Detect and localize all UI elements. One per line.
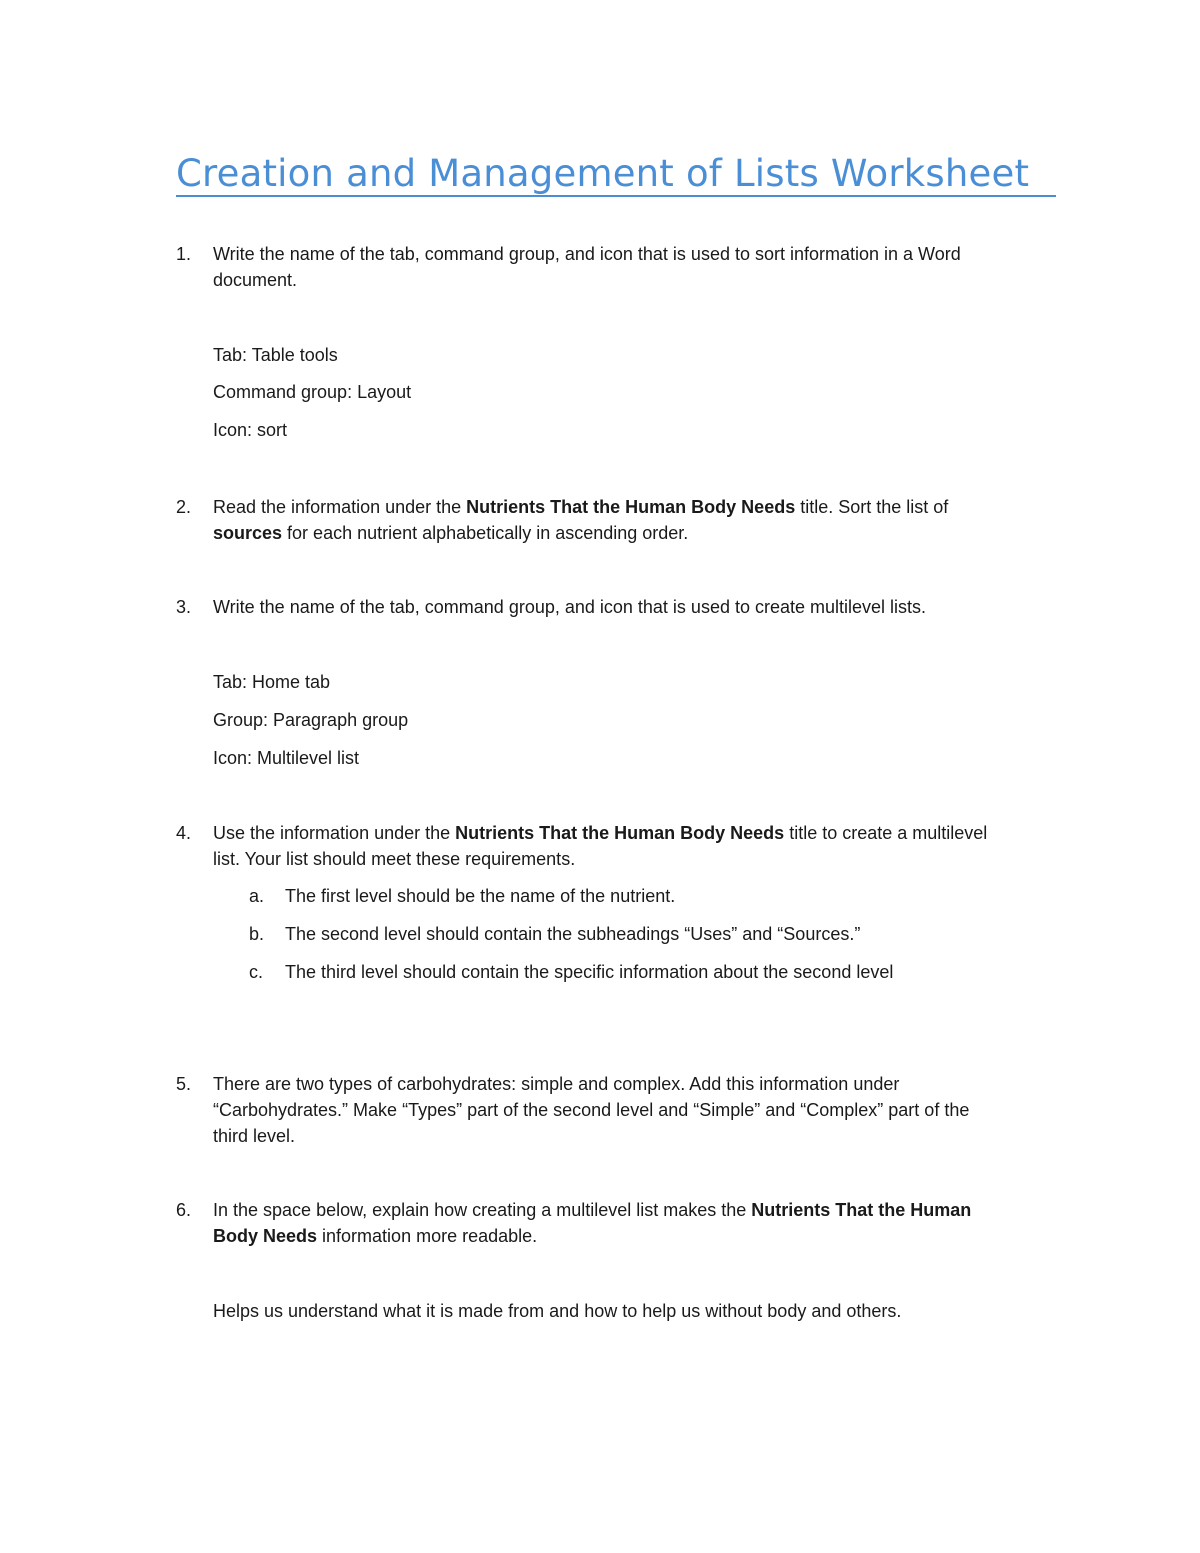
q1-answer-icon: Icon: sort <box>213 420 288 440</box>
q6-text-line2: Body Needs information more readable. <box>213 1226 538 1246</box>
nutrients-title-ref: Nutrients That the Human Body Needs <box>466 497 796 517</box>
q2-text-line1: Read the information under the Nutrients That the Human Body Needs title. Sort the list of <box>213 497 949 517</box>
q3-answer-icon: Icon: Multilevel list <box>213 748 360 768</box>
q4-sub-b-letter: b. <box>249 924 265 944</box>
q1-text-line2: document. <box>213 270 298 290</box>
title-underline <box>176 195 1056 197</box>
q5-number: 5. <box>176 1074 192 1094</box>
q4-sub-a-text: The first level should be the name of the nutrient. <box>285 886 676 906</box>
q4-sub-b-text: The second level should contain the subheadings “Uses” and “Sources.” <box>285 924 861 944</box>
nutrients-title-ref: Nutrients That the Human Body Needs <box>455 823 785 843</box>
q4-text-line2: list. Your list should meet these requirements. <box>213 849 576 869</box>
q2-number: 2. <box>176 497 192 517</box>
q4-sub-a-letter: a. <box>249 886 265 906</box>
q1-answer-group: Command group: Layout <box>213 382 412 402</box>
q4-sub-c-text: The third level should contain the specific information about the second level <box>285 962 894 982</box>
q4-text-line1: Use the information under the Nutrients That the Human Body Needs title to create a multilevel <box>213 823 988 843</box>
q1-answer-tab: Tab: Table tools <box>213 345 338 365</box>
q2-text-line2: sources for each nutrient alphabetically in ascending order. <box>213 523 689 543</box>
q4-sub-c-letter: c. <box>249 962 264 982</box>
q5-text-line1: There are two types of carbohydrates: simple and complex. Add this information under <box>213 1074 900 1094</box>
q5-text-line2: “Carbohydrates.” Make “Types” part of the second level and “Simple” and “Complex” part of the <box>213 1100 970 1120</box>
q3-number: 3. <box>176 597 192 617</box>
sources-ref: sources <box>213 523 283 543</box>
q3-text-line1: Write the name of the tab, command group, and icon that is used to create multilevel lists. <box>213 597 927 617</box>
q3-answer-tab: Tab: Home tab <box>213 672 331 692</box>
nutrients-title-ref: Nutrients That the Human <box>751 1200 972 1220</box>
q4-number: 4. <box>176 823 192 843</box>
nutrients-title-ref-cont: Body Needs <box>213 1226 318 1246</box>
page-title: Creation and Management of Lists Worksheet <box>176 152 1030 195</box>
q1-text-line1: Write the name of the tab, command group, and icon that is used to sort information in a Word <box>213 244 961 264</box>
q6-number: 6. <box>176 1200 192 1220</box>
q6-text-line1: In the space below, explain how creating a multilevel list makes the Nutrients That the Human <box>213 1200 972 1220</box>
q3-answer-group: Group: Paragraph group <box>213 710 409 730</box>
q6-answer: Helps us understand what it is made from and how to help us without body and others. <box>213 1301 902 1321</box>
q5-text-line3: third level. <box>213 1126 296 1146</box>
q1-number: 1. <box>176 244 192 264</box>
